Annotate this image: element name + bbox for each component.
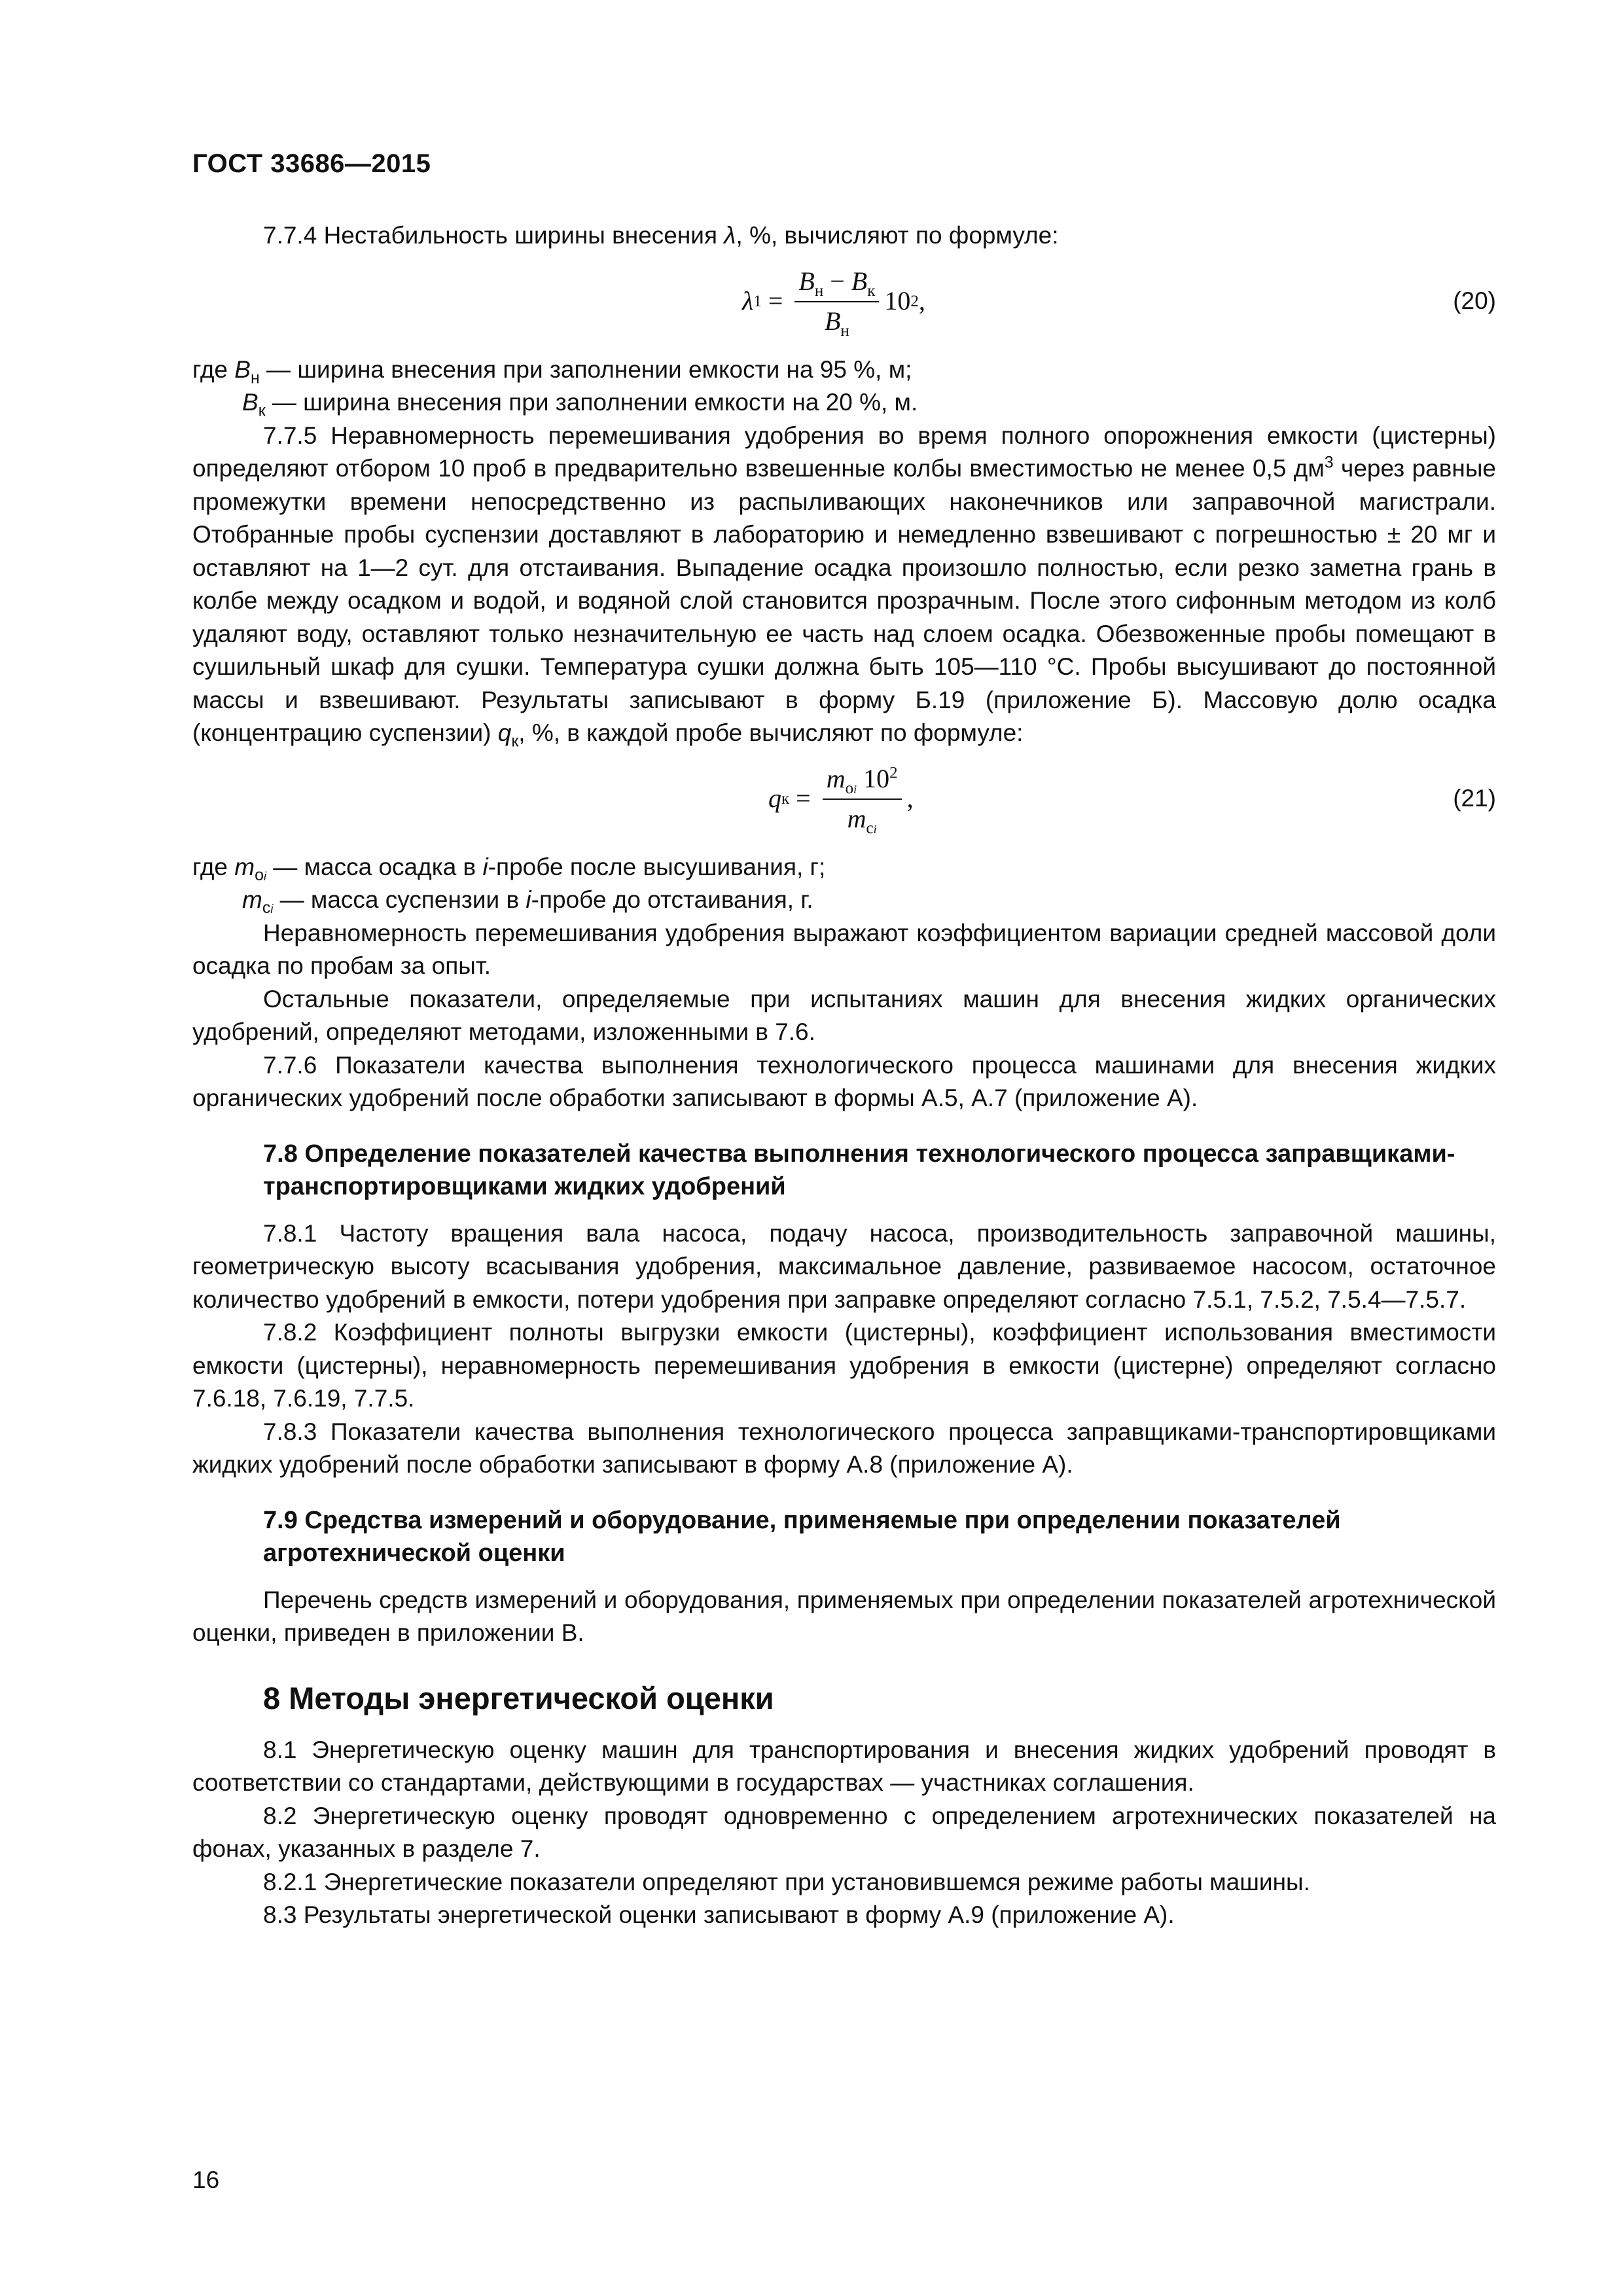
paragraph-other-indicators: Остальные показатели, определяемые при испытаниях машин для внесения жидких органических удобрений, определяют методами, изложенными в 7.6.: [192, 985, 1496, 1045]
heading-7-8: 7.8 Определение показателей качества выполнения технологического процесса заправщиками-транспортировщиками жидких удобрений: [263, 1139, 1455, 1200]
heading-7-9: 7.9 Средства измерений и оборудование, применяемые при определении показателей агротехнической оценки: [263, 1506, 1341, 1567]
page-number: 16: [192, 2166, 220, 2193]
paragraph-7-8-1: 7.8.1 Частоту вращения вала насоса, подачу насоса, производительность заправочной машины, геометрическую высоту всасывания удобрения, максимальное давление, развиваемое насосом, остаточное количество удобрений в емкости, потери удобрения при заправке определяют согласно 7.5.1, 7.5.2, 7.5.4—7.5.7.: [192, 1219, 1496, 1313]
equation-number-21: (21): [1453, 785, 1496, 812]
formula-20-legend-bn: где $B_н$ — ширина внесения при заполнении емкости на 95 %, м;: [192, 355, 912, 387]
paragraph-7-7-4: 7.7.4 Нестабильность ширины внесения λ, %, вычисляют по формуле:: [263, 222, 1059, 249]
equation-number-20: (20): [1453, 287, 1496, 315]
paragraph-7-7-5: 7.7.5 Неравномерность перемешивания удобрения во время полного опорожнения емкости (цистерны) определяют отбором 10 проб в предварительно взвешенные колбы вместимостью не менее 0,5 $дм^3$ через равные промежутки времени непосредственно из распыливающих наконечников или заправочной магистрали. Отобранные пробы суспензии доставляют в лабораторию и немедленно взвешивают с погрешностью ± 20 мг и оставляют на 1—2 сут. для отстаивания. Выпадение осадка произошло полностью, если резко заметна грань в колбе между осадком и водой, и водяной слой становится прозрачным. После этого сифонным методом из колб удаляют воду, оставляют только незначительную ее часть над слоем осадка. Обезвоженные пробы помещают в сушильный шкаф для сушки. Температура сушки должна быть 105—110 °С. Пробы высушивают до постоянной массы и взвешивают. Результаты записывают в форму Б.19 (приложение Б). Массовую долю осадка (концентрацию суспензии) $q_к$, %, в каждой пробе вычисляют по формуле:: [192, 422, 1496, 751]
formula-20-legend-bk: $B_к$ — ширина внесения при заполнении емкости на 20 %, м.: [242, 389, 918, 420]
paragraph-8-1: 8.1 Энергетическую оценку машин для транспортирования и внесения жидких удобрений проводят в соответствии со стандартами, действующими в государствах — участниках соглашения.: [192, 1736, 1496, 1796]
formula-21: [192, 754, 1496, 844]
paragraph-8-3: 8.3 Результаты энергетической оценки записывают в форму А.9 (приложение А).: [263, 1901, 1175, 1928]
formula-20: [192, 257, 1496, 347]
paragraph-8-2: 8.2 Энергетическую оценку проводят одновременно с определением агротехнических показателей на фонах, указанных в разделе 7.: [192, 1802, 1496, 1862]
formula-21-legend-mc: $m_{ci}$ — масса суспензии в i-пробе до отстаивания, г.: [242, 886, 813, 918]
formula-21-expression: q к = $\frac{m_{oi} 10^2}{m_{ci}}$ ,: [768, 764, 914, 837]
formula-21-legend-mo: где $m_{oi}$ — масса осадка в i-пробе после высушивания, г;: [192, 853, 826, 884]
paragraph-8-2-1: 8.2.1 Энергетические показатели определяют при установившемся режиме работы машины.: [263, 1868, 1310, 1895]
heading-section-8: 8 Методы энергетической оценки: [263, 1680, 774, 1715]
page-content: [192, 219, 1496, 1932]
formula-21-fraction: [823, 762, 902, 835]
lambda-symbol: λ: [724, 222, 736, 249]
paragraph-unevenness: Неравномерность перемешивания удобрения выражают коэффициентом вариации средней массовой доли осадка по пробам за опыт.: [192, 919, 1496, 979]
document-code-header: ГОСТ 33686—2015: [192, 149, 431, 178]
formula-21-numerator: $m_{oi}$ $10^2$: [823, 762, 902, 800]
formula-20-expression: λ 1 = $\frac{B_н - B_к}{B_н}$ 10 2 ,: [742, 266, 925, 340]
formula-20-denominator: $B_н$: [824, 306, 849, 340]
paragraph-7-9: Перечень средств измерений и оборудования, применяемых при определении показателей агротехнической оценки, приведен в приложении В.: [192, 1586, 1496, 1646]
paragraph-7-7-6: 7.7.6 Показатели качества выполнения технологического процесса машинами для внесения жидких органических удобрений после обработки записывают в формы А.5, А.7 (приложение А).: [192, 1051, 1496, 1111]
formula-20-numerator: $B_н - B_к$: [794, 265, 879, 302]
formula-20-fraction: [794, 265, 879, 338]
paragraph-7-8-3: 7.8.3 Показатели качества выполнения технологического процесса заправщиками-транспортировщиками жидких удобрений после обработки записывают в форму А.8 (приложение А).: [192, 1418, 1496, 1478]
paragraph-7-8-2: 7.8.2 Коэффициент полноты выгрузки емкости (цистерны), коэффициент использования вместимости емкости (цистерны), неравномерность перемешивания удобрения в емкости (цистерне) определяют согласно 7.6.18, 7.6.19, 7.7.5.: [192, 1319, 1496, 1412]
formula-21-denominator: $m_{ci}$: [847, 803, 877, 837]
